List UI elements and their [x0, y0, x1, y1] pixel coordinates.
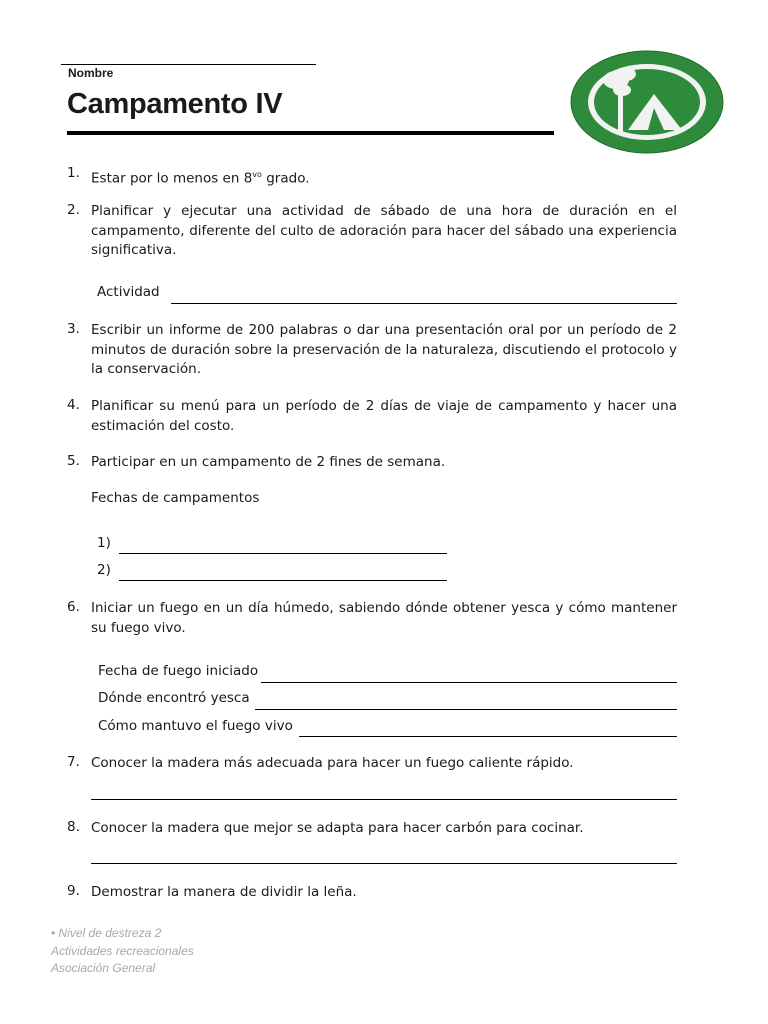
item-text: Participar en un campamento de 2 fines de semana.: [91, 454, 446, 470]
item-text: Conocer la madera que mejor se adapta para hacer carbón para cocinar.: [91, 820, 584, 836]
item-number: 7.: [67, 754, 80, 770]
footer-line: Actividades recreacionales: [51, 943, 194, 958]
answer-line-7[interactable]: [91, 799, 677, 800]
camp-date-line-1[interactable]: [119, 553, 447, 554]
item-text: Iniciar un fuego en un día húmedo, sabiendo dónde obtener yesca y cómo mantener su fuego vivo.: [91, 600, 677, 636]
item-number: 6.: [67, 599, 80, 615]
field-label: Fecha de fuego iniciado: [98, 663, 259, 679]
item-text: Planificar y ejecutar una actividad de sábado de una hora de duración en el campamento, diferente del culto de adoración para hacer del sábado una experiencia significativa.: [91, 203, 677, 258]
name-underline: [61, 64, 316, 65]
footer-line: • Nivel de destreza 2: [51, 926, 162, 940]
fire-date-line[interactable]: [261, 682, 677, 683]
title-rule: [67, 131, 554, 135]
item-text: Conocer la madera más adecuada para hacer un fuego caliente rápido.: [91, 755, 574, 771]
answer-line-8[interactable]: [91, 863, 677, 864]
item-number: 9.: [67, 883, 80, 899]
item-number: 3.: [67, 321, 80, 337]
camping-badge-icon: [570, 50, 724, 154]
item-text: Estar por lo menos en $8^{vo}$ grado.: [91, 170, 310, 187]
page-title: Campamento IV: [67, 88, 283, 120]
fire-kept-line[interactable]: [299, 736, 677, 737]
tinder-location-line[interactable]: [255, 709, 677, 710]
field-label: Cómo mantuvo el fuego vivo: [98, 718, 293, 734]
entry-label: 2): [97, 562, 111, 578]
item-number: 2.: [67, 202, 80, 218]
item-number: 1.: [67, 165, 80, 181]
camp-date-line-2[interactable]: [119, 580, 447, 581]
sub-label: Fechas de campamentos: [91, 490, 260, 506]
field-label: Dónde encontró yesca: [98, 690, 250, 706]
item-text: Escribir un informe de 200 palabras o dar una presentación oral por un período de 2 minutos de duración sobre la preservación de la naturaleza, discutiendo el protocolo y la conservación.: [91, 322, 677, 377]
activity-answer-line[interactable]: [171, 303, 677, 304]
item-text: Demostrar la manera de dividir la leña.: [91, 884, 357, 900]
footer: [51, 925, 194, 978]
entry-label: 1): [97, 535, 111, 551]
item-number: 5.: [67, 453, 80, 469]
name-label: Nombre: [68, 66, 114, 80]
field-label: Actividad: [97, 284, 160, 300]
item-text: Planificar su menú para un período de 2 días de viaje de campamento y hacer una estimación del costo.: [91, 398, 677, 434]
footer-line: Asociación General: [51, 961, 156, 975]
item-number: 4.: [67, 397, 80, 413]
item-number: 8.: [67, 819, 80, 835]
